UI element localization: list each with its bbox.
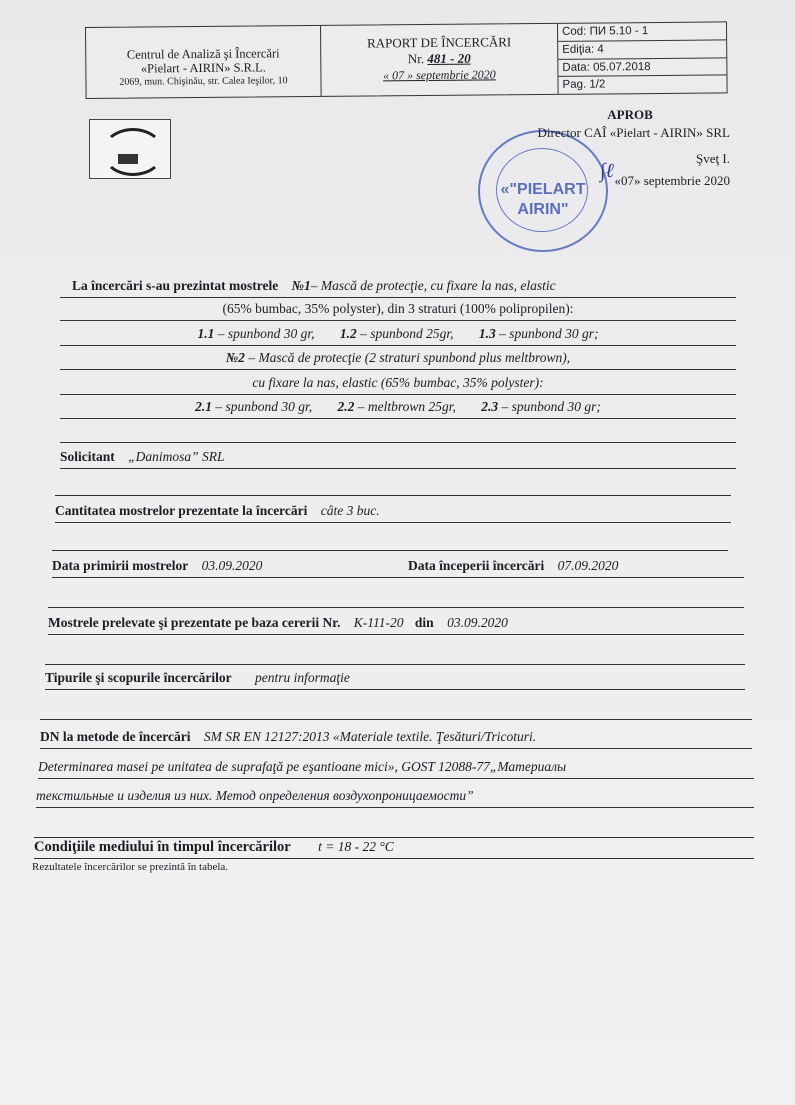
methods-line-2: Determinarea masei pe unitatea de suprafaţă pe eşantioane mici», GOST 12088-77„Материалы <box>38 756 754 779</box>
org-address: 2069, mun. Chişinău, str. Calea Ieşilor, 10 <box>119 75 288 88</box>
request-label: Mostrele prelevate şi prezentate pe baza cererii Nr. <box>48 615 341 630</box>
quantity-value: câte 3 buc. <box>320 503 380 518</box>
report-number-value: 481 - 20 <box>427 50 471 67</box>
start-value: 07.09.2020 <box>557 558 619 573</box>
layer-number: 2.3 <box>481 399 499 414</box>
request-date: 03.09.2020 <box>447 615 508 630</box>
received-label: Data primirii mostrelor <box>52 558 189 573</box>
report-header-table <box>85 21 728 99</box>
moldac-logo <box>89 119 171 179</box>
sample2-composition: cu fixare la nas, elastic (65% bumbac, 35% polyster): <box>60 372 736 395</box>
organization-cell <box>86 26 322 98</box>
layer-text: – meltbrown 25gr, <box>357 399 456 414</box>
org-company: «Pielart - AIRIN» S.R.L. <box>140 60 266 76</box>
methods-row-1 <box>40 726 752 749</box>
start-label: Data începerii încercări <box>408 558 545 573</box>
solicitant-label: Solicitant <box>60 449 115 464</box>
solicitant-value: „Danimosa” SRL <box>128 449 225 464</box>
doc-page: Pag. 1/2 <box>562 78 606 92</box>
samples-row-1 <box>60 275 736 298</box>
quantity-label: Cantitatea mostrelor prezentate la încercări <box>55 503 308 518</box>
sample1-desc: – Mască de protecţie, cu fixare la nas, elastic <box>310 278 556 293</box>
blank-line <box>60 420 736 443</box>
blank-line <box>40 697 752 720</box>
received-value: 03.09.2020 <box>201 558 263 573</box>
sample2-layers <box>60 396 736 419</box>
doc-date: Data: 05.07.2018 <box>558 58 726 77</box>
stamp-text: «"PIELART AIRIN" <box>500 181 586 218</box>
approval-director: Director CAÎ «Pielart - AIRIN» SRL <box>537 125 730 140</box>
blank-line <box>55 473 731 496</box>
document-meta-cell <box>558 22 727 93</box>
request-din-label: din <box>414 615 434 630</box>
conditions-row <box>34 836 754 859</box>
request-number: K-111-20 <box>353 615 404 630</box>
sample1-number: №1 <box>291 278 311 293</box>
logo-flag <box>118 154 138 164</box>
layer-text: – spunbond 30 gr, <box>215 399 313 414</box>
methods-line-3: текстильные и изделия из них. Метод определения воздухопроницаемости” <box>36 785 754 808</box>
sample1-composition: (65% bumbac, 35% polyster), din 3 straturi (100% polipropilen): <box>60 298 736 321</box>
layer-number: 2.2 <box>337 399 355 414</box>
results-note: Rezultatele încercărilor se prezintă în tabela. <box>32 861 229 873</box>
sample2-desc: – Mască de protecţie (2 straturi spunbond plus meltbrown), <box>248 350 571 365</box>
conditions-value: t = 18 - 22 °C <box>318 839 394 854</box>
conditions-label: Condiţiile mediului în timpul încercărilor <box>34 839 291 855</box>
approval-name: Şveţ I. <box>696 151 730 166</box>
report-date: « 07 » septembrie 2020 <box>383 67 496 83</box>
dates-row <box>52 555 744 578</box>
report-title: RAPORT DE ÎNCERCĂRI <box>366 34 512 51</box>
blank-line <box>34 815 754 838</box>
org-name: Centrul de Analiză şi Încercări <box>126 46 280 62</box>
sample1-layers <box>60 323 736 346</box>
layer-text: – spunbond 30 gr, <box>217 326 315 341</box>
logo-shape <box>102 128 164 176</box>
layer-text: – spunbond 30 gr; <box>501 399 601 414</box>
blank-line <box>52 528 728 551</box>
layer-text: – spunbond 30 gr; <box>499 326 599 341</box>
report-title-cell <box>321 24 559 96</box>
types-row <box>45 667 745 690</box>
doc-code: Cod: ПИ 5.10 - 1 <box>558 22 726 41</box>
types-value: pentru informaţie <box>254 670 350 685</box>
layer-number: 2.1 <box>195 399 212 414</box>
blank-line <box>48 585 744 608</box>
samples-label: La încercări s-au prezintat mostrele <box>72 278 279 293</box>
layer-number: 1.1 <box>197 326 215 341</box>
signature: ∫ℓ <box>600 160 614 182</box>
solicitant-row <box>60 446 736 469</box>
layer-text: – spunbond 25gr, <box>360 326 454 341</box>
methods-label: DN la metode de încercări <box>40 729 191 744</box>
doc-edition: Ediţia: 4 <box>558 40 726 59</box>
layer-number: 1.3 <box>478 326 496 341</box>
types-label: Tipurile şi scopurile încercărilor <box>45 670 232 685</box>
methods-line-1: SM SR EN 12127:2013 «Materiale textile. Ţesături/Tricoturi. <box>203 729 537 744</box>
sample2-number: №2 <box>225 350 245 365</box>
layer-number: 1.2 <box>339 326 357 341</box>
approval-date: «07» septembrie 2020 <box>614 173 730 188</box>
report-number-label: Nr. <box>407 51 425 67</box>
quantity-row <box>55 500 731 523</box>
approval-title: APROB <box>607 107 653 122</box>
sample2-row-1 <box>60 347 736 370</box>
request-row <box>48 612 744 635</box>
blank-line <box>45 642 745 665</box>
